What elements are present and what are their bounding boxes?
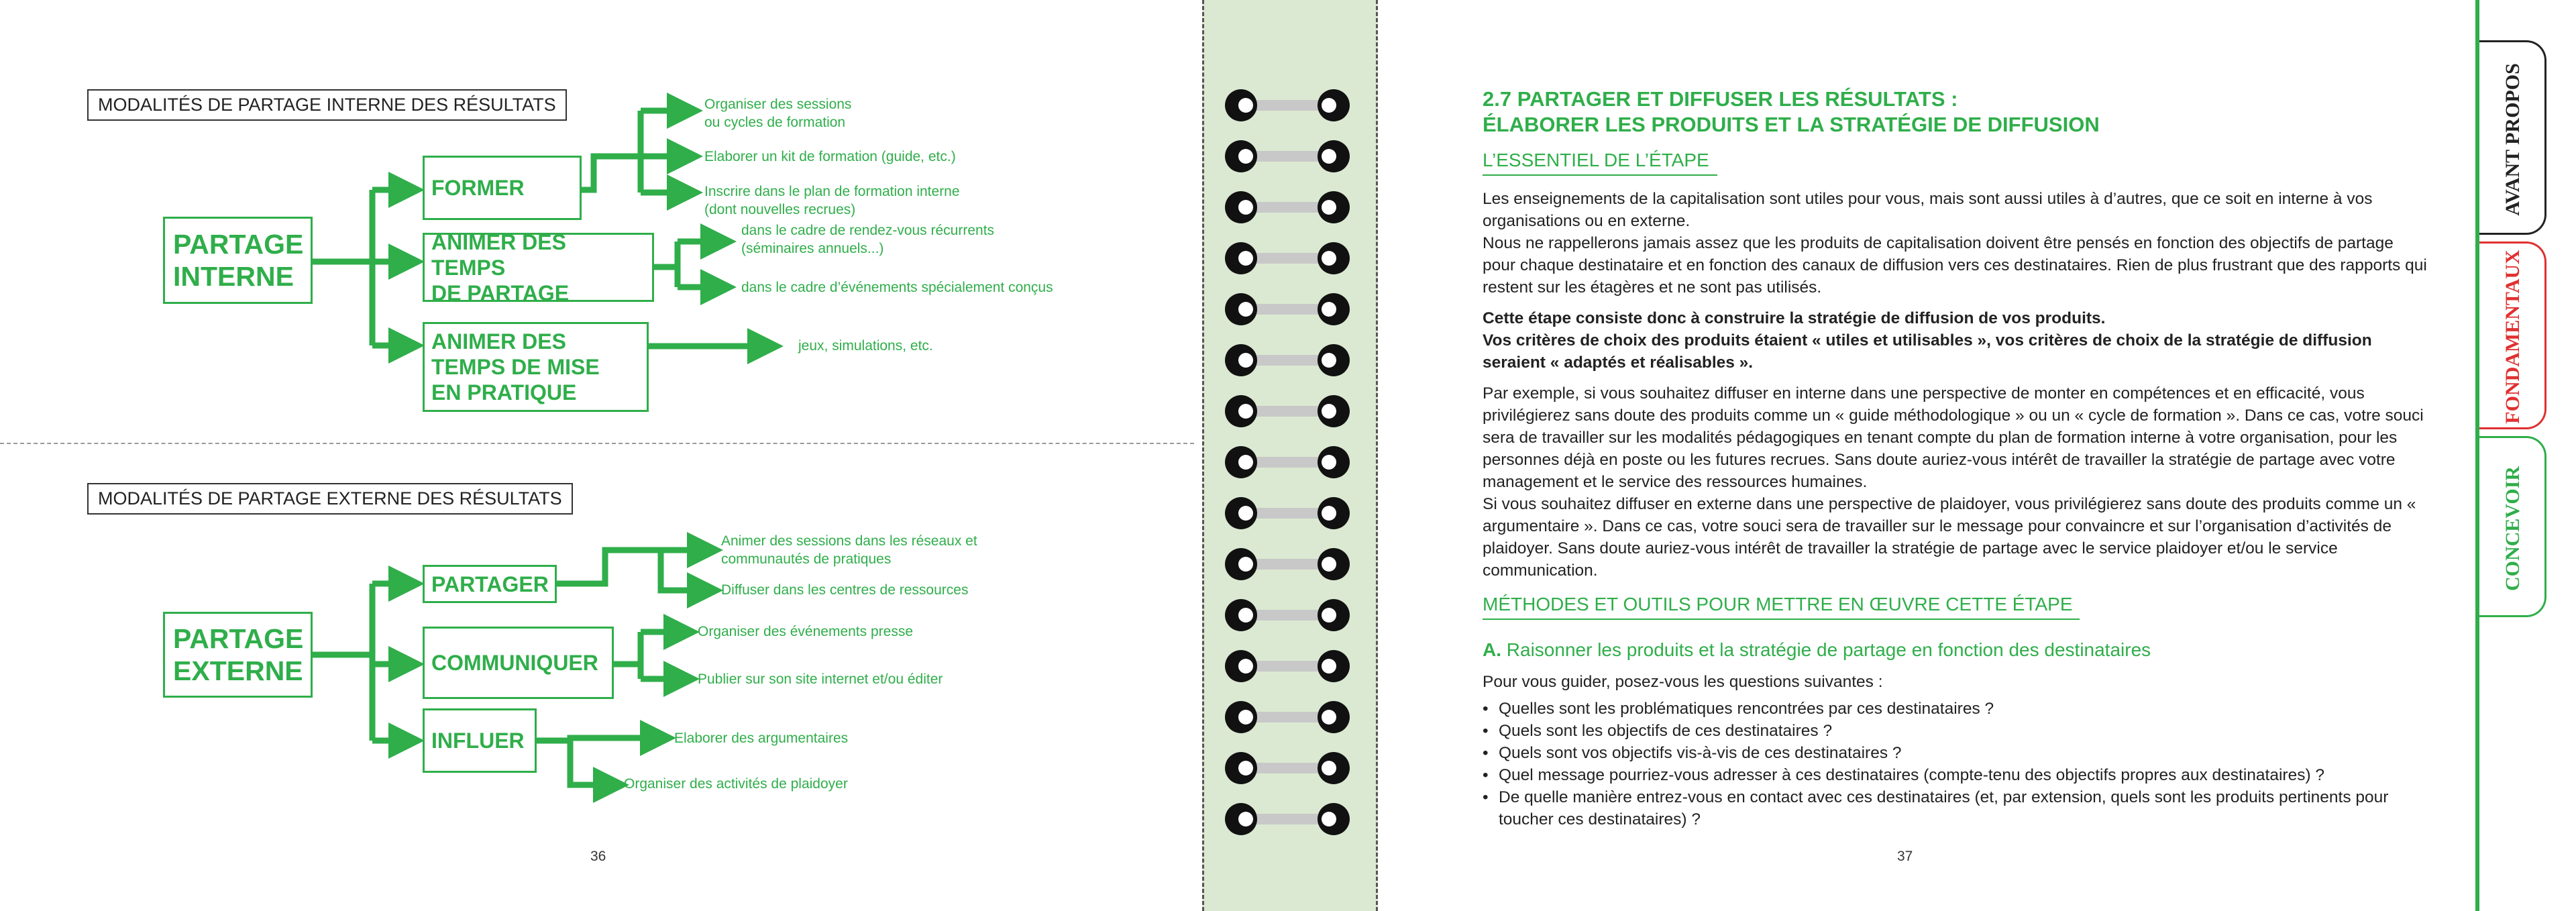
- paragraph-3: Par exemple, si vous souhaitez diffuser en interne dans une perspective de monter en compétences et en efficacité, vous privilégierez sans doute des produits comme un « guide méthodologique » ou un « cycle de formation ». Dans ce cas, votre souci sera de travailler sur les modalités pédagogiques en tenant compte du plan de formation interne à votre organisation, pour les personnes déjà en poste ou les futures recrues. Sans doute auriez-vous intérêt de travailler la stratégie de partage avec votre management et le service des ressources humaines.: [1483, 384, 2424, 491]
- spiral-ring: [1225, 395, 1350, 427]
- tab-avant-propos[interactable]: [2479, 40, 2546, 235]
- spiral-ring: [1225, 242, 1350, 274]
- internal-root-box: PARTAGE INTERNE: [163, 217, 313, 304]
- item-elaborer-kit: Elaborer un kit de formation (guide, etc.): [704, 149, 956, 164]
- spiral-ring: [1225, 191, 1350, 223]
- bold-paragraph-1: Cette étape consiste donc à construire la stratégie de diffusion de vos produits.: [1483, 309, 2106, 327]
- item-jeux-simulations: jeux, simulations, etc.: [798, 338, 933, 354]
- subsection-a-heading: [1483, 639, 2151, 661]
- tab-concevoir-label: CONCEVOIR: [2502, 466, 2524, 592]
- essentiel-underline: [1483, 174, 1717, 176]
- external-root-box: PARTAGE EXTERNE: [163, 612, 313, 698]
- question-item: • Quel message pourriez-vous adresser à ces destinataires (compte-tenu des objectifs propres aux destinataires) ?: [1483, 764, 2428, 786]
- question-item: • Quelles sont les problématiques rencontrées par ces destinataires ?: [1483, 698, 2428, 720]
- item-animer-sessions-reseaux: Animer des sessions dans les réseaux et communautés de pratiques: [721, 533, 977, 567]
- branch-animer-mise-en-pratique: ANIMER DES TEMPS DE MISE EN PRATIQUE: [423, 322, 649, 412]
- spiral-ring: [1225, 140, 1350, 172]
- branch-communiquer: COMMUNIQUER: [423, 627, 614, 699]
- item-evenements-presse: Organiser des événements presse: [698, 624, 913, 639]
- item-rendez-vous-recurrents: dans le cadre de rendez-vous récurrents (séminaires annuels...): [741, 223, 995, 256]
- methodes-underline: [1483, 619, 2080, 620]
- tab-avant-propos-label: AVANT PROPOS: [2502, 63, 2524, 216]
- essentiel-title: L’ESSENTIEL DE L’ÉTAPE: [1483, 150, 1709, 170]
- tab-fondamentaux-label: FONDAMENTAUX: [2502, 250, 2524, 424]
- item-activites-plaidoyer: Organiser des activités de plaidoyer: [624, 776, 848, 792]
- paragraph-4: Si vous souhaitez diffuser en externe dans une perspective de plaidoyer, vous privilégierez sans doute des produits comme un « argumentaire ». Dans ce cas, votre souci sera de travailler sur le message pour convaincre et sur l’organisation d’activités de plaidoyer. Sans doute auriez-vous intérêt de travailler la stratégie de partage avec le service plaidoyer et/ou le service communication.: [1483, 495, 2416, 580]
- spiral-ring: [1225, 446, 1350, 478]
- question-item: • Quels sont vos objectifs vis-à-vis de ces destinataires ?: [1483, 742, 2428, 764]
- question-item: • Quels sont les objectifs de ces destinataires ?: [1483, 720, 2428, 742]
- tab-fondamentaux[interactable]: [2479, 242, 2546, 429]
- binding-spine: [1202, 0, 1378, 911]
- item-centres-ressources: Diffuser dans les centres de ressources: [721, 582, 969, 598]
- external-section-title: MODALITÉS DE PARTAGE EXTERNE DES RÉSULTATS: [87, 483, 573, 515]
- diagram-connectors: [0, 0, 1201, 911]
- item-evenements-concus: dans le cadre d’événements spécialement conçus: [741, 280, 1053, 295]
- spiral-rings: [1204, 0, 1376, 911]
- spiral-ring: [1225, 548, 1350, 580]
- question-item: • De quelle manière entrez-vous en contact avec ces destinataires (et, par extension, quels sont les produits pertinents pour toucher ces destinataires) ?: [1483, 786, 2428, 830]
- spiral-ring: [1225, 293, 1350, 325]
- guide-intro: Pour vous guider, posez-vous les questions suivantes :: [1483, 673, 1883, 691]
- tab-concevoir[interactable]: [2479, 436, 2546, 617]
- spiral-ring: [1225, 752, 1350, 784]
- branch-animer-temps-partage: ANIMER DES TEMPS DE PARTAGE: [423, 233, 654, 302]
- branch-partager: PARTAGER: [423, 565, 557, 603]
- branch-influer: INFLUER: [423, 708, 537, 773]
- branch-former: FORMER: [423, 156, 582, 220]
- item-inscrire-plan: Inscrire dans le plan de formation interne (dont nouvelles recrues): [704, 184, 960, 217]
- methodes-title: MÉTHODES ET OUTILS POUR METTRE EN ŒUVRE CETTE ÉTAPE: [1483, 594, 2073, 614]
- spiral-ring: [1225, 599, 1350, 631]
- bold-paragraph-2: Vos critères de choix des produits étaient « utiles et utilisables », vos critères de choix de la stratégie de diffusion seraient « adaptés et réalisables ».: [1483, 331, 2372, 372]
- internal-section-title: MODALITÉS DE PARTAGE INTERNE DES RÉSULTATS: [87, 89, 567, 121]
- paragraph-2: Nous ne rappellerons jamais assez que les produits de capitalisation doivent être pensés en fonction des objectifs de partage pour chaque destinataire et en fonction des canaux de diffusion vers ces destinataires. Rien de plus frustrant que des rapports qui restent sur les étagères et ne sont pas utilisés.: [1483, 234, 2427, 297]
- spiral-ring: [1225, 497, 1350, 529]
- spiral-ring: [1225, 803, 1350, 835]
- spiral-ring: [1225, 701, 1350, 733]
- item-argumentaires: Elaborer des argumentaires: [674, 731, 849, 746]
- subsection-a-title: Raisonner les produits et la stratégie de partage en fonction des destinataires: [1506, 639, 2151, 660]
- section-heading-line2: ÉLABORER LES PRODUITS ET LA STRATÉGIE DE DIFFUSION: [1483, 113, 2100, 136]
- paragraph-1: Les enseignements de la capitalisation sont utiles pour vous, mais sont aussi utiles à d’autres, que ce soit en interne à vos organisations ou en externe.: [1483, 190, 2373, 230]
- spiral-ring: [1225, 344, 1350, 376]
- subsection-a-letter: A.: [1483, 639, 1501, 660]
- side-tabs: [2475, 0, 2576, 911]
- item-organiser-sessions: Organiser des sessions ou cycles de formation: [704, 97, 852, 130]
- page-divider: [0, 443, 1194, 444]
- spiral-ring: [1225, 89, 1350, 121]
- page-number-left: 36: [590, 849, 606, 864]
- section-heading-line1: 2.7 PARTAGER ET DIFFUSER LES RÉSULTATS :: [1483, 87, 1958, 111]
- page-number-right: 37: [1897, 849, 1913, 864]
- spiral-ring: [1225, 650, 1350, 682]
- item-site-internet: Publier sur son site internet et/ou éditer: [698, 672, 943, 687]
- question-list: [1483, 698, 2428, 830]
